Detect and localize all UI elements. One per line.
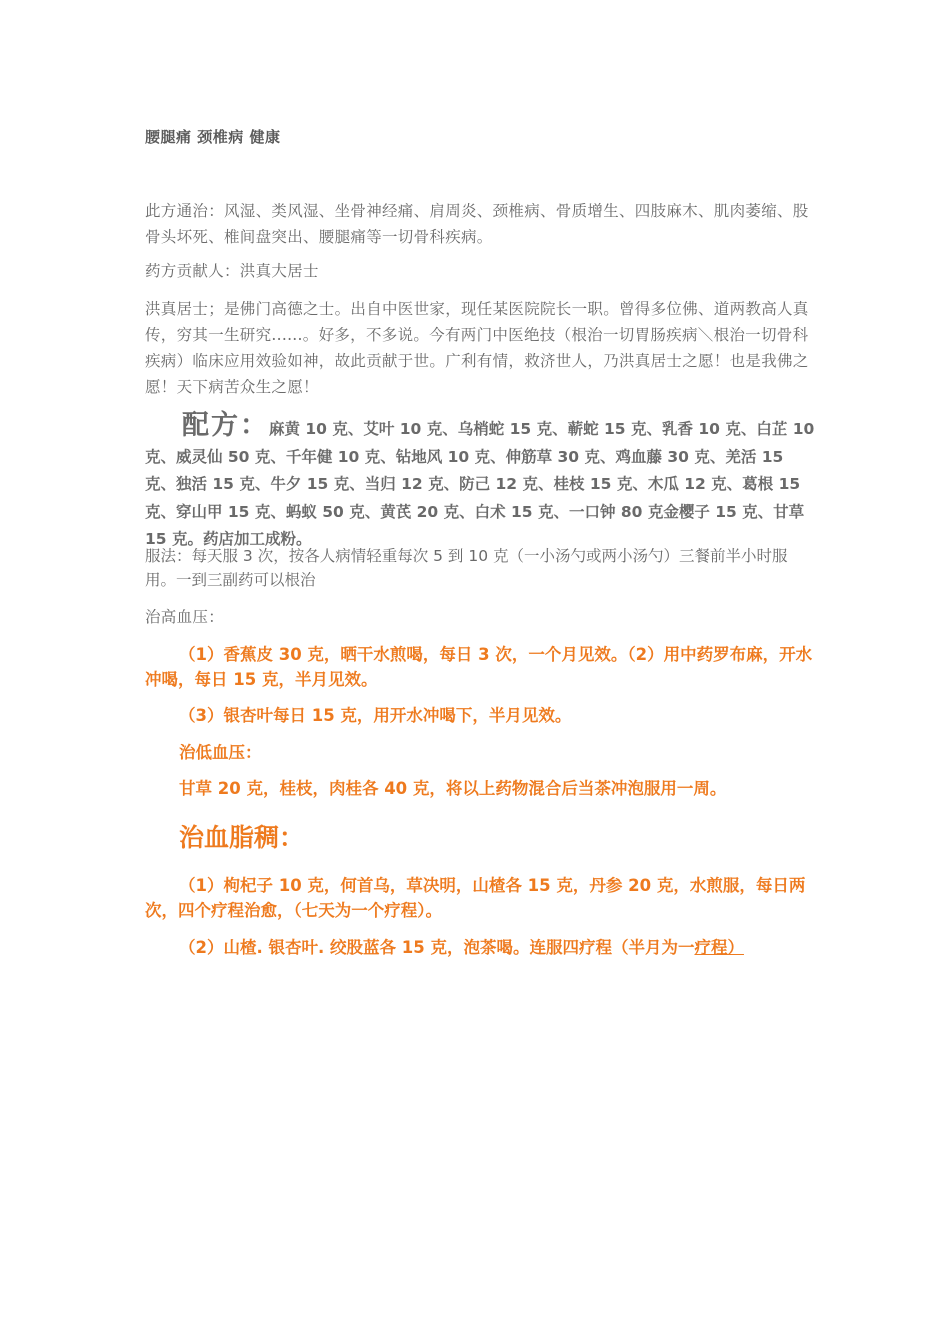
- formula-label: 配方：: [182, 410, 269, 441]
- lipid-remedy-2: [145, 935, 815, 960]
- low-bp-heading: 治低血压：: [179, 743, 262, 762]
- low-bp-remedy: 甘草 20 克，桂枝，肉桂各 40 克，将以上药物混合后当茶冲泡服用一周。: [179, 779, 727, 798]
- lipid-remedy-2-tail: 疗程）: [694, 938, 744, 957]
- lipid-heading: 治血脂稠：: [179, 823, 305, 852]
- high-bp-remedy-1: （1）香蕉皮 30 克，晒干水煎喝，每日 3 次，一个月见效。（2）用中药罗布麻，开水冲喝，每日 15 克，半月见效。: [145, 645, 813, 689]
- formula-paragraph: [145, 412, 815, 554]
- lipid-remedy-1: （1）枸杞子 10 克，何首乌，草决明，山楂各 15 克，丹参 20 克，水煎服，每日两次，四个疗程治愈，（七天为一个疗程）。: [145, 876, 806, 920]
- usage-paragraph: 服法：每天服 3 次，按各人病情轻重每次 5 到 10 克（一小汤勺或两小汤勺）三餐前半小时服用。一到三副药可以根治: [145, 547, 788, 589]
- document-title: 腰腿痛 颈椎病 健康: [145, 128, 281, 146]
- bio-paragraph: 洪真居士；是佛门高德之士。出自中医世家，现任某医院院长一职。曾得多位佛、道两教高人真传，穷其一生研究......。好多，不多说。今有两门中医绝技（根治一切胃肠疾病＼根治一切骨科疾病）临床应用效验如神，故此贡献于世。广利有情，救济世人，乃洪真居士之愿！也是我佛之愿！天下病苦众生之愿！: [145, 300, 809, 396]
- intro-paragraph: 此方通治：风湿、类风湿、坐骨神经痛、肩周炎、颈椎病、骨质增生、四肢麻木、肌肉萎缩、股骨头坏死、椎间盘突出、腰腿痛等一切骨科疾病。: [145, 202, 809, 246]
- high-bp-heading: 治高血压：: [145, 608, 225, 626]
- formula-text: 麻黄 10 克、艾叶 10 克、乌梢蛇 15 克、蕲蛇 15 克、乳香 10 克、白芷 10 克、威灵仙 50 克、千年健 10 克、钻地风 10 克、伸筋草 30 克、鸡血藤 30 克、羌活 15 克、独活 15 克、牛夕 15 克、当归 12 克、防己 12 克、桂枝 15 克、木瓜 12 克、葛根 15 克、穿山甲 15 克、蚂蚁 50 克、黄芪 20 克、白术 15 克、一口钟 80 克金樱子 15 克、甘草 15 克。药店加工成粉。: [145, 420, 815, 548]
- contributor-line: 药方贡献人：洪真大居士: [145, 262, 319, 280]
- high-bp-remedy-3: （3）银杏叶每日 15 克，用开水冲喝下，半月见效。: [179, 706, 572, 725]
- lipid-remedy-2-main: （2）山楂. 银杏叶. 绞股蓝各 15 克，泡茶喝。连服四疗程（半月为一: [179, 938, 695, 957]
